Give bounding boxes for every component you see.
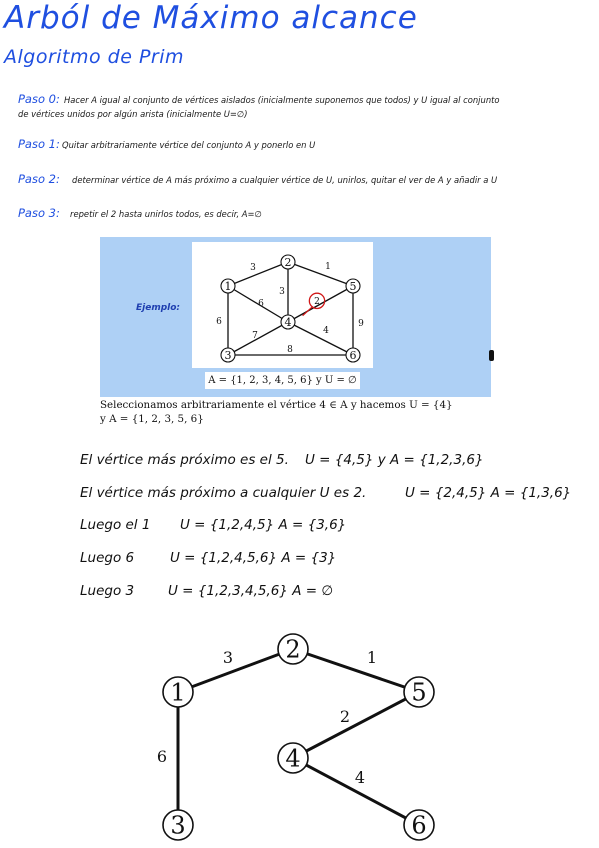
step-label: Paso 2: bbox=[18, 172, 60, 186]
edge-weight-2-5: 1 bbox=[366, 648, 378, 667]
step-text: repetir el 2 hasta unirlos todos, es decir, A=∅ bbox=[70, 209, 262, 219]
edge-weight-1-3: 6 bbox=[156, 747, 168, 766]
note-line bbox=[80, 485, 572, 501]
edge-3-4 bbox=[228, 322, 288, 355]
edge-weight-4-6: 4 bbox=[323, 326, 329, 336]
example-graph bbox=[192, 242, 373, 368]
edge-weight-5-6: 9 bbox=[358, 319, 364, 329]
example-label: Ejemplo: bbox=[136, 303, 181, 313]
note-text: Luego 6 bbox=[80, 550, 135, 566]
step-label: Paso 0: bbox=[18, 92, 60, 106]
edge-4-6 bbox=[288, 322, 353, 355]
edge-1-2 bbox=[228, 262, 288, 286]
edge-weight-1-3: 6 bbox=[216, 317, 222, 327]
node-label-6: 6 bbox=[411, 811, 427, 840]
selection-line-1: Seleccionamos arbitrariamente el vértice 4 ∈ A y hacemos U = {4} bbox=[100, 399, 453, 411]
step-text: Quitar arbitrariamente vértice del conjunto A y ponerlo en U bbox=[62, 140, 316, 150]
note-text: Luego 3 bbox=[80, 583, 135, 599]
node-label-1: 1 bbox=[224, 279, 232, 293]
edge-weight-4-6: 4 bbox=[354, 768, 366, 787]
note-text: El vértice más próximo es el 5. bbox=[80, 452, 289, 468]
edge-4-5 bbox=[293, 692, 419, 758]
node-label-5: 5 bbox=[349, 279, 357, 293]
note-line bbox=[80, 452, 484, 468]
note-text: Luego el 1 bbox=[80, 517, 151, 533]
edge-2-5 bbox=[293, 649, 419, 692]
page-title: Arból de Máximo alcance bbox=[4, 0, 418, 36]
note-sets: U = {4,5} y A = {1,2,3,6} bbox=[305, 452, 484, 468]
edge-weight-4-5: 2 bbox=[314, 297, 320, 307]
edge-weight-1-4: 6 bbox=[258, 299, 264, 309]
selection-line-2: y A = {1, 2, 3, 5, 6} bbox=[100, 413, 204, 425]
step-label: Paso 1: bbox=[18, 137, 60, 151]
note-sets: U = {1,2,4,5} A = {3,6} bbox=[180, 517, 347, 533]
node-label-4: 4 bbox=[284, 315, 292, 329]
note-text: El vértice más próximo a cualquier U es 2. bbox=[80, 485, 367, 501]
edge-weight-2-5: 1 bbox=[325, 262, 331, 272]
step-text-continued: de vértices unidos por algún arista (inicialmente U=∅) bbox=[18, 109, 248, 119]
step-label: Paso 3: bbox=[18, 206, 60, 220]
note-sets: U = {1,2,4,5,6} A = {3} bbox=[170, 550, 337, 566]
node-label-2: 2 bbox=[285, 635, 301, 664]
edge-2-5 bbox=[288, 262, 353, 286]
node-layer bbox=[163, 634, 434, 840]
initial-sets: A = {1, 2, 3, 4, 5, 6} y U = ∅ bbox=[205, 372, 360, 389]
edge-weight-3-4: 7 bbox=[252, 331, 258, 341]
example-panel bbox=[100, 237, 491, 397]
edge-weight-3-6: 8 bbox=[287, 345, 293, 355]
edge-weight-4-5: 2 bbox=[339, 707, 351, 726]
edge-4-5 bbox=[288, 286, 353, 322]
node-label-3: 3 bbox=[170, 811, 186, 840]
highlight-pointer bbox=[303, 307, 313, 316]
note-line bbox=[80, 583, 334, 599]
edge-layer bbox=[216, 262, 364, 355]
step-text: determinar vértice de A más próximo a cualquier vértice de U, unirlos, quitar el ver de A y añadir a U bbox=[72, 175, 498, 185]
edge-1-2 bbox=[178, 649, 293, 692]
edge-weight-2-4: 3 bbox=[279, 287, 285, 297]
node-label-4: 4 bbox=[285, 744, 301, 773]
node-label-2: 2 bbox=[284, 255, 292, 269]
edge-layer bbox=[157, 648, 419, 825]
example-graph-svg bbox=[192, 242, 373, 368]
spanning-tree-diagram bbox=[0, 630, 599, 848]
note-sets: U = {1,2,3,4,5,6} A = ∅ bbox=[168, 583, 334, 599]
page-subtitle: Algoritmo de Prim bbox=[4, 46, 185, 68]
node-label-5: 5 bbox=[411, 678, 427, 707]
note-line bbox=[80, 517, 347, 533]
node-label-1: 1 bbox=[170, 678, 186, 707]
note-sets: U = {2,4,5} A = {1,3,6} bbox=[405, 485, 572, 501]
edge-weight-1-2: 3 bbox=[222, 648, 234, 667]
note-line bbox=[80, 550, 337, 566]
selection-note bbox=[100, 398, 500, 432]
edge-weight-1-2: 3 bbox=[250, 263, 256, 273]
node-label-6: 6 bbox=[349, 348, 357, 362]
margin-mark bbox=[489, 350, 494, 361]
node-label-3: 3 bbox=[224, 348, 232, 362]
step-text: Hacer A igual al conjunto de vértices aislados (inicialmente suponemos que todos) y U igual al conjunto bbox=[64, 95, 500, 105]
